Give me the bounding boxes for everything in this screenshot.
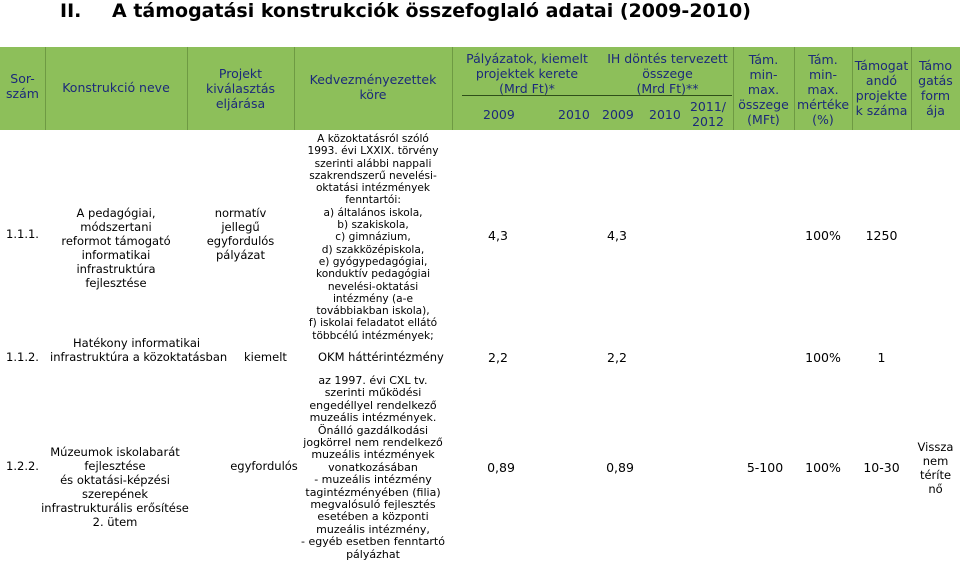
row-konstrukcio: A pedagógiai, módszertani reformot támogató informatikai infrastruktúra fejlesztése xyxy=(61,206,171,290)
page-title xyxy=(60,0,751,22)
row-keret: 4,3 xyxy=(488,228,508,243)
header-year-2009a: 2009 xyxy=(483,107,515,122)
header-kedvezmenyezettek: Kedvezményezettek köre xyxy=(309,72,437,102)
row-konstrukcio: Hatékony informatikai infrastruktúra a közoktatásban xyxy=(50,336,228,364)
header-konstrukcio: Konstrukció neve xyxy=(62,80,170,95)
header-ih-dontes: IH döntés tervezett összege (Mrd Ft)** xyxy=(607,51,728,96)
header-tam-merteke: Tám. min- max. mértéke (%) xyxy=(796,52,850,127)
row-kedvezmenyezettek: OKM háttérintézmény xyxy=(318,350,444,364)
row-szama: 10-30 xyxy=(863,460,900,475)
row-szama: 1250 xyxy=(865,228,898,243)
row-sorszam: 1.1.1. xyxy=(6,227,39,241)
header-year-2011: 2011/ 2012 xyxy=(689,99,727,129)
header-palyazatok: Pályázatok, kiemelt projektek kerete (Mrd Ft)* xyxy=(466,51,588,96)
row-forma: Vissza nem térítе nő xyxy=(917,440,954,496)
row-projekt: normatív jellegű egyfordulós pályázat xyxy=(206,206,275,262)
row-projekt: kiemelt xyxy=(244,350,287,364)
row-keret: 2,2 xyxy=(488,350,508,365)
heading-number: II. xyxy=(60,0,82,22)
heading-title: A támogatási konstrukciók összefoglaló adatai (2009-2010) xyxy=(112,0,751,22)
row-sorszam: 1.2.2. xyxy=(6,459,39,473)
row-osszege: 5-100 xyxy=(746,460,784,475)
header-tam-osszege: Tám. min- max. összege (MFt) xyxy=(738,52,789,127)
header-year-2010b: 2010 xyxy=(649,107,681,122)
row-sorszam: 1.1.2. xyxy=(6,350,39,364)
row-projekt: egyfordulós xyxy=(230,459,298,473)
header-sorszam: Sor- szám xyxy=(6,71,39,101)
row-szama: 1 xyxy=(877,350,886,365)
row-keret: 0,89 xyxy=(487,460,515,475)
row-kedvezmenyezettek: A közoktatásról szóló 1993. évi LXXIX. törvény szerinti alábbi nappali szakrendszerű nevelési- oktatási intézmények fenntartói: a) általános iskola, b) szakiskola, c) gimnázium, d) szakközépiskola, e) gyógypedagógiai, konduktív pedagógiai nevelési-oktatási intézmény (a-e továbbiakban iskola), f) iskolai feladatot ellátó többcélú intézmények; xyxy=(307,133,439,342)
header-projekt: Projekt kiválasztás eljárása xyxy=(205,66,276,111)
header-tamogatando: Támogat andó projekte k száma xyxy=(854,58,909,118)
row-ih: 2,2 xyxy=(607,350,627,365)
row-kedvezmenyezettek: az 1997. évi CXL tv. szerinti működési engedéllyel rendelkező muzeális intézmények. Önálló gazdálkodási jogkörrel nem rendelkező muzeális intézmények vonatkozásában - muzeális intézmény tagintézményében (filia) megvalósuló fejlesztés esetében a központi muzeális intézmény, - egyéb esetben fenntartó pályázhat xyxy=(301,374,445,561)
header-year-2010a: 2010 xyxy=(558,107,590,122)
row-merteke: 100% xyxy=(805,228,841,243)
row-konstrukcio: Múzeumok iskolabarát fejlesztése és oktatási-képzési szerepének infrastrukturális erősítése 2. ütem xyxy=(41,445,189,529)
row-ih: 0,89 xyxy=(606,460,634,475)
header-year-2009b: 2009 xyxy=(602,107,634,122)
row-merteke: 100% xyxy=(805,460,841,475)
row-merteke: 100% xyxy=(805,350,841,365)
row-ih: 4,3 xyxy=(607,228,627,243)
header-tamogatas-formaja: Támo gatás form ája xyxy=(918,58,953,118)
